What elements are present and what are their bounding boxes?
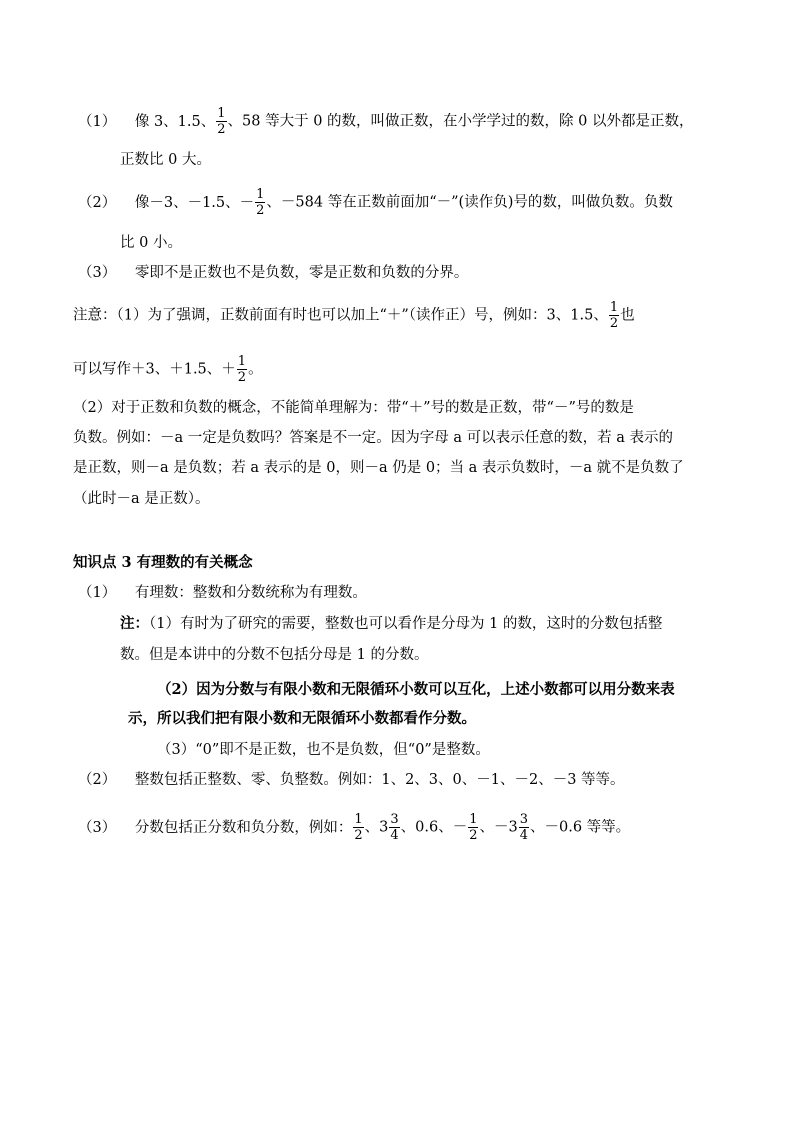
- fraction-denominator: 2: [609, 316, 619, 331]
- note-text: 也: [620, 307, 635, 324]
- fraction-denominator: 2: [237, 370, 247, 385]
- fraction-one-half: [237, 354, 247, 385]
- item-text: 、3: [364, 819, 389, 836]
- item-text: 像 3、1.5、: [134, 113, 216, 130]
- note-text: 注意：（1）为了强调，正数前面有时也可以加上“＋”（读作正）号，例如：3、1.5、: [73, 307, 608, 324]
- fraction-one-half: [255, 187, 265, 218]
- item-number: （2）: [78, 194, 117, 211]
- fraction-three-quarters: [389, 812, 399, 843]
- fraction-three-quarters: [519, 812, 529, 843]
- note-a-line-1: [120, 614, 662, 634]
- note-text: 可以写作＋3、＋1.5、＋: [73, 361, 236, 378]
- fraction-denominator: 4: [390, 828, 399, 843]
- item-3-line: [78, 263, 468, 283]
- note-b-line-1: （2）因为分数与有限小数和无限循环小数可以互化，上述小数都可以用分数来表: [157, 681, 675, 698]
- item-text: 、－3: [479, 819, 518, 836]
- item-2-line-1: [78, 187, 673, 218]
- note-c-line: （3）“0”即不是正数，也不是负数，但“0”是整数。: [157, 742, 490, 758]
- item-text: 零即不是正数也不是负数，零是正数和负数的分界。: [134, 265, 469, 281]
- fraction-numerator: 1: [469, 812, 478, 827]
- note-2-line-4: （此时－a 是正数）。: [73, 491, 210, 507]
- item-number: （3）: [78, 265, 117, 281]
- note-b-line-2: 示，所以我们把有限小数和无限循环小数都看作分数。: [128, 710, 476, 727]
- item-text: 、58 等大于 0 的数，叫做正数，在小学学过的数，除 0 以外都是正数，: [227, 113, 694, 130]
- note-2-line-2: 负数。例如：－a 一定是负数吗？答案是不一定。因为字母 a 可以表示任意的数，若 a 表示的: [73, 430, 673, 446]
- fraction-numerator: 1: [256, 187, 265, 202]
- item-text: 分数包括正分数和负分数，例如：: [134, 819, 353, 836]
- fraction-denominator: 2: [217, 122, 226, 137]
- fraction-one-half: [468, 812, 478, 843]
- fraction-one-half: [216, 106, 226, 137]
- fraction-denominator: 2: [469, 828, 478, 843]
- s3-item-1-line: [78, 583, 367, 603]
- item-number: （1）: [78, 585, 117, 601]
- item-text: 像－3、－1.5、－: [134, 194, 255, 211]
- fraction-numerator: 1: [237, 354, 247, 369]
- fraction-one-half: [353, 812, 363, 843]
- note-2-line-3: 是正数，则－a 是负数；若 a 表示的是 0，则－a 仍是 0；当 a 表示负数时，－a 就不是负数了: [73, 460, 684, 476]
- item-number: （1）: [78, 113, 117, 130]
- note-1-line-1: [73, 300, 635, 331]
- fraction-numerator: 1: [217, 106, 226, 121]
- s3-item-2-line: [78, 770, 625, 790]
- fraction-denominator: 4: [519, 828, 528, 843]
- note-label: 注：: [120, 615, 149, 632]
- item-number: （3）: [78, 819, 117, 836]
- fraction-denominator: 2: [354, 828, 363, 843]
- item-1-line-2: 正数比 0 大。: [120, 152, 211, 168]
- item-text: 、0.6、－: [400, 819, 468, 836]
- note-2-line-1: （2）对于正数和负数的概念，不能简单理解为：带“＋”号的数是正数，带“－”号的数是: [73, 400, 634, 416]
- note-text: （1）有时为了研究的需要，整数也可以看作是分母为 1 的数，这时的分数包括整: [149, 616, 663, 632]
- note-text: 。: [248, 361, 263, 378]
- item-text: 有理数：整数和分数统称为有理数。: [134, 585, 367, 601]
- fraction-denominator: 2: [256, 203, 265, 218]
- fraction-numerator: 1: [354, 812, 363, 827]
- fraction-numerator: 3: [519, 812, 528, 827]
- note-a-line-2: 数。但是本讲中的分数不包括分母是 1 的分数。: [120, 647, 429, 663]
- item-number: （2）: [78, 772, 117, 788]
- s3-item-3-line: [78, 812, 630, 843]
- fraction-numerator: 3: [390, 812, 399, 827]
- fraction-one-half: [609, 300, 619, 331]
- fraction-numerator: 1: [609, 300, 619, 315]
- item-2-line-2: 比 0 小。: [120, 235, 182, 251]
- note-1-line-2: [73, 354, 263, 385]
- item-text: 、－584 等在正数前面加“－”(读作负)号的数，叫做负数。负数: [266, 194, 673, 211]
- item-1-line-1: [78, 106, 693, 137]
- item-text: 、－0.6 等等。: [530, 819, 631, 836]
- item-text: 整数包括正整数、零、负整数。例如：1、2、3、0、－1、－2、－3 等等。: [134, 772, 625, 788]
- section-heading: 知识点 3 有理数的有关概念: [73, 554, 253, 571]
